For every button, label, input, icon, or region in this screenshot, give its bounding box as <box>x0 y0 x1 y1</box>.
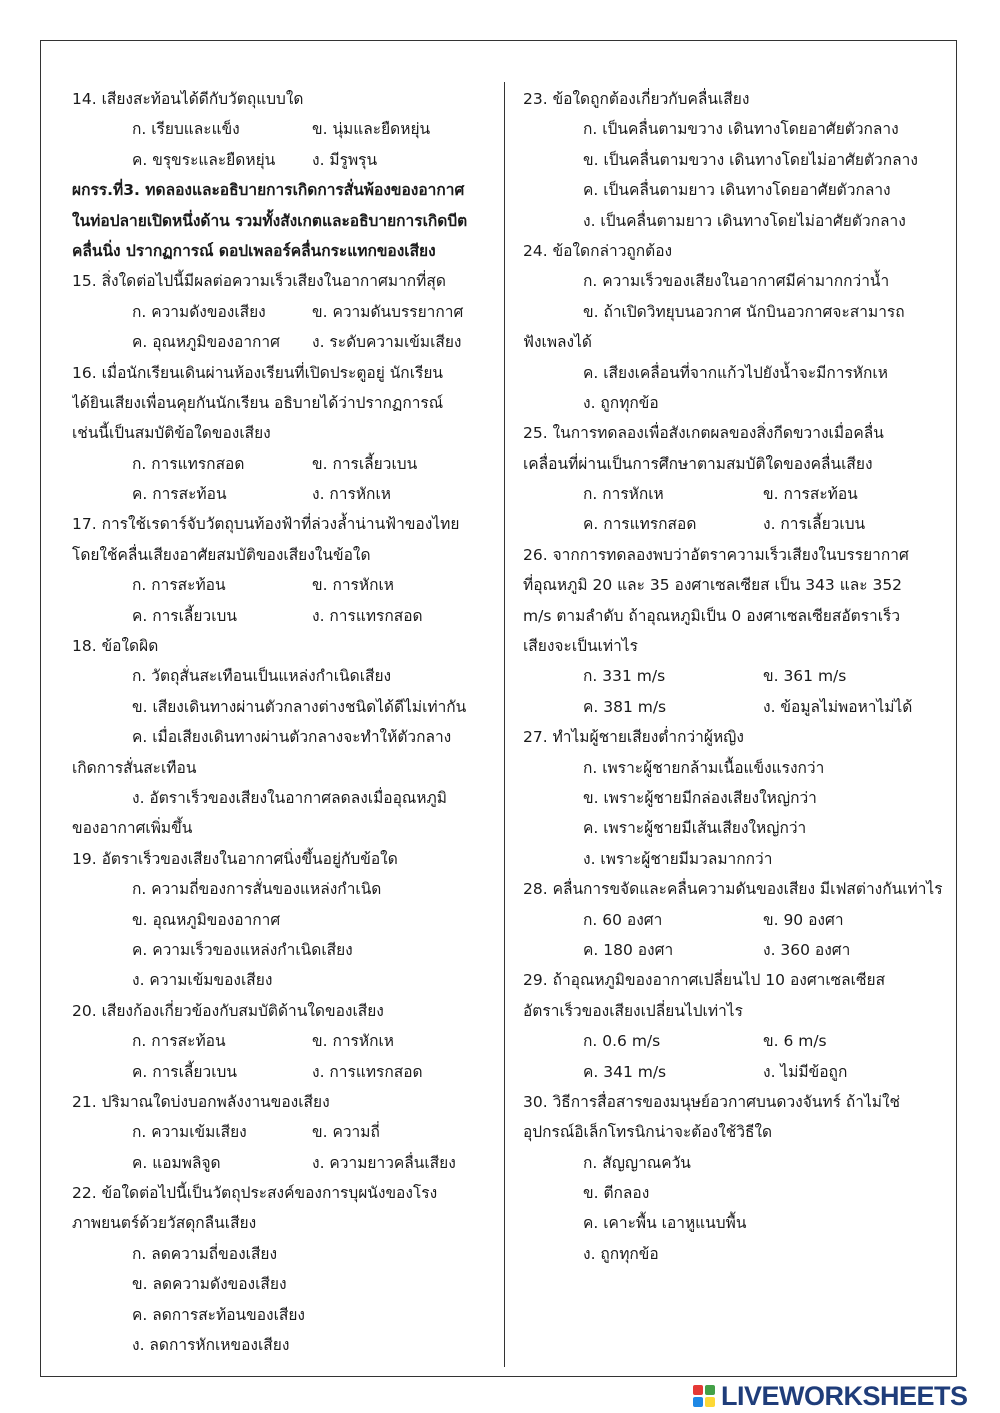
choice-option: ง. ระดับความเข้มเสียง <box>312 333 462 352</box>
choice-option: ข. ลดความดังของเสียง <box>132 1275 287 1294</box>
choice-option: ก. การสะท้อน <box>132 576 226 595</box>
question-text: 19. อัตราเร็วของเสียงในอากาศนิ่งขึ้นอยู่กับข้อใด <box>72 849 398 868</box>
question-text: 22. ข้อใดต่อไปนี้เป็นวัตถุประสงค์ของการบุผนังของโรง <box>72 1184 438 1203</box>
choice-option: ค. 381 m/s <box>583 697 667 716</box>
right-column <box>523 84 943 1269</box>
choice-row <box>72 479 497 509</box>
question-text: 21. ปริมาณใดบ่งบอกพลังงานของเสียง <box>72 1092 330 1111</box>
choice-option: ข. 90 องศา <box>763 910 844 929</box>
question-text: 20. เสียงก้องเกี่ยวข้องกับสมบัติด้านใดของเสียง <box>72 1001 384 1020</box>
question-continuation: ได้ยินเสียงเพื่อนคุยกันนักเรียน อธิบายได้ว่าปรากฏการณ์ <box>72 393 444 412</box>
choice-option: ข. ความถี่ <box>312 1123 380 1142</box>
choice-row <box>523 1057 943 1087</box>
question-continuation: โดยใช้คลื่นเสียงอาศัยสมบัติของเสียงในข้อใด <box>72 545 371 564</box>
choice-option: ง. ข้อมูลไม่พอหาไม่ได้ <box>763 697 913 716</box>
choice-option: ค. ลดการสะท้อนของเสียง <box>132 1305 305 1324</box>
choice-option: ง. มีรูพรุน <box>312 150 378 169</box>
question-continuation: m/s ตามลำดับ ถ้าอุณหภูมิเป็น 0 องศาเซลเซียสอัตราเร็ว <box>523 606 901 625</box>
choice-option: ค. การเลี้ยวเบน <box>132 606 237 625</box>
choice-option: ก. 0.6 m/s <box>583 1032 661 1051</box>
choice-option: ก. 60 องศา <box>583 910 663 929</box>
choice-option: ง. การเลี้ยวเบน <box>763 515 866 534</box>
question-text: 27. ทำไมผู้ชายเสียงต่ำกว่าผู้หญิง <box>523 728 744 747</box>
question-continuation: อัตราเร็วของเสียงเปลี่ยนไปเท่าไร <box>523 1001 743 1020</box>
logo-text: LIVEWORKSHEETS <box>721 1380 968 1411</box>
choice-row <box>523 509 943 539</box>
choice-option: ง. อัตราเร็วของเสียงในอากาศลดลงเมื่ออุณหภูมิ <box>132 788 447 807</box>
choice-row <box>72 1117 497 1147</box>
left-column <box>72 84 497 1360</box>
choice-option: ก. ความถี่ของการสั่นของแหล่งกำเนิด <box>132 880 382 899</box>
choice-option: ข. 6 m/s <box>763 1032 827 1051</box>
question-text: 14. เสียงสะท้อนได้ดีกับวัตถุแบบใด <box>72 90 304 108</box>
choice-option: ค. แอมพลิจูด <box>132 1153 221 1172</box>
choice-row <box>72 145 497 175</box>
choice-option: ก. วัตถุสั่นสะเทือนเป็นแหล่งกำเนิดเสียง <box>132 667 392 686</box>
question-continuation: ที่อุณหภูมิ 20 และ 35 องศาเซลเซียส เป็น 343 และ 352 <box>523 576 903 595</box>
section-heading: ในท่อปลายเปิดหนึ่งด้าน รวมทั้งสังเกตและอธิบายการเกิดบีต <box>72 211 468 230</box>
question-text: 15. สิ่งใดต่อไปนี้มีผลต่อความเร็วเสียงในอากาศมากที่สุด <box>72 272 446 291</box>
choice-option: ค. การแทรกสอด <box>583 515 697 534</box>
question-text: 25. ในการทดลองเพื่อสังเกตผลของสิ่งกีดขวางเมื่อคลื่น <box>523 424 884 443</box>
choice-option: ง. การหักเห <box>312 485 391 504</box>
choice-option: ก. การสะท้อน <box>132 1032 226 1051</box>
choice-option: ง. ถูกทุกข้อ <box>583 1244 659 1263</box>
choice-option: ข. เพราะผู้ชายมีกล่องเสียงใหญ่กว่า <box>583 788 817 807</box>
choice-option: ง. ไม่มีข้อถูก <box>763 1062 848 1081</box>
question-text: 26. จากการทดลองพบว่าอัตราความเร็วเสียงในบรรยากาศ <box>523 545 909 564</box>
choice-option: ง. ถูกทุกข้อ <box>583 393 659 412</box>
liveworksheets-logo[interactable] <box>693 1381 968 1411</box>
choice-option: ข. นุ่มและยืดหยุ่น <box>312 120 431 139</box>
choice-row <box>72 1026 497 1056</box>
choice-option: ง. เพราะผู้ชายมีมวลมากกว่า <box>583 849 773 868</box>
choice-option: ง. ลดการหักเหของเสียง <box>132 1336 290 1355</box>
choice-option: ก. การแทรกสอด <box>132 454 245 473</box>
choice-option: ค. การเลี้ยวเบน <box>132 1062 237 1081</box>
question-continuation: ฟังเพลงได้ <box>523 333 592 352</box>
liveworksheets-logo-icon <box>693 1385 717 1407</box>
section-heading: ผกรร.ที่3. ทดลองและอธิบายการเกิดการสั่นพ้องของอากาศ <box>72 181 465 200</box>
choice-row <box>72 1148 497 1178</box>
question-continuation: เกิดการสั่นสะเทือน <box>72 758 197 777</box>
choice-option: ง. การแทรกสอด <box>312 606 423 625</box>
choice-option: ข. ความดันบรรยากาศ <box>312 302 464 321</box>
question-continuation: ภาพยนตร์ด้วยวัสดุกลืนเสียง <box>72 1214 257 1233</box>
choice-option: ข. การสะท้อน <box>763 485 858 504</box>
question-text: 18. ข้อใดผิด <box>72 637 159 656</box>
question-text: 24. ข้อใดกล่าวถูกต้อง <box>523 241 673 260</box>
choice-option: ค. เพราะผู้ชายมีเส้นเสียงใหญ่กว่า <box>583 819 807 838</box>
choice-row <box>72 327 497 357</box>
choice-option: ค. เป็นคลื่นตามยาว เดินทางโดยอาศัยตัวกลาง <box>583 181 891 200</box>
question-text: 16. เมื่อนักเรียนเดินผ่านห้องเรียนที่เปิดประตูอยู่ นักเรียน <box>72 363 443 382</box>
choice-option: ค. 180 องศา <box>583 940 674 959</box>
choice-option: ค. อุณหภูมิของอากาศ <box>132 333 280 352</box>
choice-option: ง. 360 องศา <box>763 940 851 959</box>
question-continuation: อุปกรณ์อิเล็กโทรนิกน่าจะต้องใช้วิธีใด <box>523 1123 773 1142</box>
question-text: 29. ถ้าอุณหภูมิของอากาศเปลี่ยนไป 10 องศาเซลเซียส <box>523 971 886 990</box>
choice-row <box>72 570 497 600</box>
choice-option: ก. เพราะผู้ชายกล้ามเนื้อแข็งแรงกว่า <box>583 758 825 777</box>
choice-row <box>523 905 943 935</box>
question-continuation: เช่นนี้เป็นสมบัติข้อใดของเสียง <box>72 424 271 443</box>
question-text: 30. วิธีการสื่อสารของมนุษย์อวกาศบนดวงจันทร์ ถ้าไม่ใช่ <box>523 1092 901 1111</box>
choice-option: ข. 361 m/s <box>763 667 847 686</box>
question-continuation: เสียงจะเป็นเท่าไร <box>523 637 638 656</box>
question-continuation: ของอากาศเพิ่มขึ้น <box>72 819 193 838</box>
choice-option: ข. ตีกลอง <box>583 1184 650 1203</box>
choice-option: ก. การหักเห <box>583 485 664 504</box>
choice-option: ค. เคาะพื้น เอาหูแนบพื้น <box>583 1214 747 1233</box>
choice-option: ข. เป็นคลื่นตามขวาง เดินทางโดยไม่อาศัยตัวกลาง <box>583 150 918 169</box>
choice-option: ค. ขรุขระและยืดหยุ่น <box>132 150 276 169</box>
choice-row <box>72 114 497 144</box>
choice-option: ก. สัญญาณควัน <box>583 1153 691 1172</box>
section-heading: คลื่นนิ่ง ปรากฏการณ์ ดอปเพลอร์คลื่นกระแทกของเสียง <box>72 241 436 260</box>
choice-row <box>72 1057 497 1087</box>
question-text: 17. การใช้เรดาร์จับวัตถุบนท้องฟ้าที่ล่วงล้ำน่านฟ้าของไทย <box>72 515 460 534</box>
choice-option: ข. การหักเห <box>312 576 394 595</box>
choice-option: ง. ความเข้มของเสียง <box>132 971 273 990</box>
choice-option: ง. ความยาวคลื่นเสียง <box>312 1153 456 1172</box>
choice-option: ก. เรียบและแข็ง <box>132 120 240 139</box>
choice-row <box>72 449 497 479</box>
choice-option: ง. เป็นคลื่นตามยาว เดินทางโดยไม่อาศัยตัวกลาง <box>583 211 906 230</box>
choice-option: ข. ถ้าเปิดวิทยุบนอวกาศ นักบินอวกาศจะสามารถ <box>583 302 905 321</box>
choice-option: ก. ความดังของเสียง <box>132 302 266 321</box>
choice-option: ค. 341 m/s <box>583 1062 667 1081</box>
choice-option: ก. ความเข้มเสียง <box>132 1123 247 1142</box>
choice-option: ก. 331 m/s <box>583 667 666 686</box>
question-continuation: เคลื่อนที่ผ่านเป็นการศึกษาตามสมบัติใดของคลื่นเสียง <box>523 454 873 473</box>
column-divider <box>504 82 505 1367</box>
choice-option: ง. การแทรกสอด <box>312 1062 423 1081</box>
choice-option: ค. การสะท้อน <box>132 485 227 504</box>
choice-option: ค. ความเร็วของแหล่งกำเนิดเสียง <box>132 940 353 959</box>
choice-option: ค. เมื่อเสียงเดินทางผ่านตัวกลางจะทำให้ตัวกลาง <box>132 728 452 747</box>
choice-row <box>523 935 943 965</box>
choice-row <box>523 479 943 509</box>
choice-option: ข. การเลี้ยวเบน <box>312 454 418 473</box>
choice-row <box>523 661 943 691</box>
choice-option: ก. ความเร็วของเสียงในอากาศมีค่ามากกว่าน้ำ <box>583 272 890 291</box>
choice-row <box>72 297 497 327</box>
choice-row <box>523 1026 943 1056</box>
choice-option: ข. การหักเห <box>312 1032 394 1051</box>
choice-row <box>72 601 497 631</box>
choice-option: ข. อุณหภูมิของอากาศ <box>132 910 281 929</box>
choice-option: ข. เสียงเดินทางผ่านตัวกลางต่างชนิดได้ดีไม่เท่ากัน <box>132 697 467 716</box>
choice-option: ค. เสียงเคลื่อนที่จากแก้วไปยังน้ำจะมีการหักเห <box>583 363 888 382</box>
question-text: 28. คลื่นการขจัดและคลื่นความดันของเสียง มีเฟสต่างกันเท่าไร <box>523 880 943 899</box>
choice-row <box>523 692 943 722</box>
question-text: 23. ข้อใดถูกต้องเกี่ยวกับคลื่นเสียง <box>523 90 750 108</box>
choice-option: ก. เป็นคลื่นตามขวาง เดินทางโดยอาศัยตัวกลาง <box>583 120 899 139</box>
choice-option: ก. ลดความถี่ของเสียง <box>132 1244 278 1263</box>
